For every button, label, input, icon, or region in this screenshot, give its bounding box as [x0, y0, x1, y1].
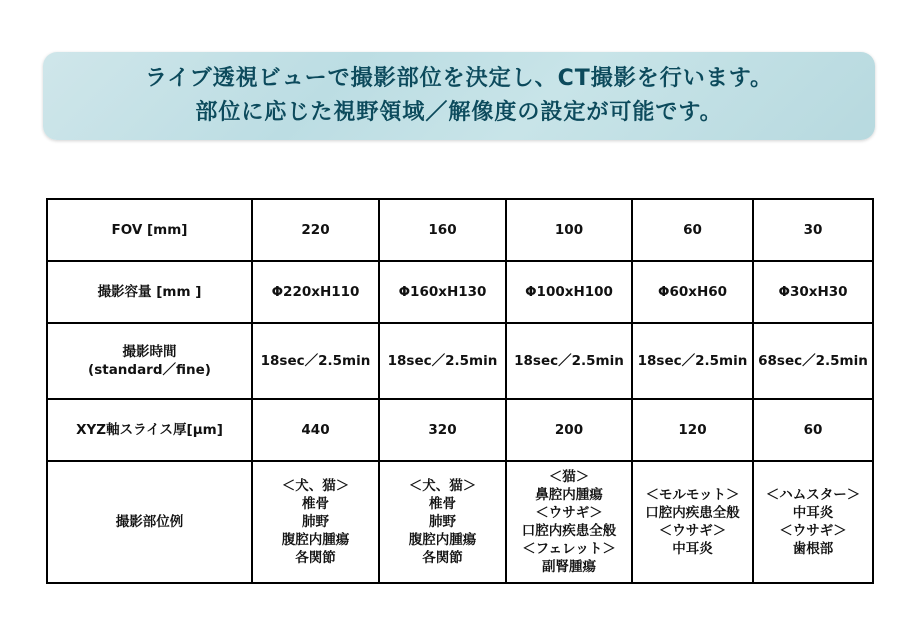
table-cell: Φ30xH30 [753, 261, 873, 323]
header-banner [43, 52, 875, 140]
table-cell-examples [753, 461, 873, 583]
example-line: 副腎腫瘍 [542, 559, 596, 575]
table-cell: 68sec／2.5min [753, 323, 873, 399]
example-line: ＜ウサギ＞ [658, 523, 727, 539]
table-cell: 120 [632, 399, 753, 461]
example-line: 鼻腔内腫瘍 [535, 487, 603, 503]
example-line: 腹腔内腫瘍 [408, 532, 477, 548]
table-cell: Φ160xH130 [379, 261, 506, 323]
row-label-slice: XYZ軸スライス厚[μm] [47, 399, 252, 461]
table-cell-examples [252, 461, 379, 583]
table-cell-examples [379, 461, 506, 583]
table-cell: Φ220xH110 [252, 261, 379, 323]
example-line: 各関節 [295, 550, 336, 566]
table-row-examples [47, 461, 873, 583]
row-label-capacity: 撮影容量 [mm ] [47, 261, 252, 323]
row-label-time-line-2: (standard／fine) [88, 362, 211, 378]
example-line: 肺野 [302, 514, 329, 530]
table-cell: 200 [506, 399, 632, 461]
example-line: ＜犬、猫＞ [408, 478, 477, 494]
table-cell: 18sec／2.5min [252, 323, 379, 399]
example-line: 口腔内疾患全般 [645, 505, 740, 521]
example-line: ＜犬、猫＞ [281, 478, 350, 494]
example-line: ＜フェレット＞ [522, 541, 616, 557]
table-row-time [47, 323, 873, 399]
example-line: 中耳炎 [792, 505, 834, 521]
example-line: 口腔内疾患全般 [521, 523, 617, 539]
example-line: 歯根部 [792, 541, 834, 557]
spec-table [46, 198, 874, 584]
table-cell: 60 [753, 399, 873, 461]
table-cell: 18sec／2.5min [379, 323, 506, 399]
row-label-time [47, 323, 252, 399]
example-line: ＜モルモット＞ [645, 487, 740, 503]
banner-line-2: 部位に応じた視野領域／解像度の設定が可能です。 [195, 100, 723, 125]
table-cell: 160 [379, 199, 506, 261]
row-label-examples: 撮影部位例 [47, 461, 252, 583]
table-cell: 100 [506, 199, 632, 261]
example-line: ＜ウサギ＞ [535, 505, 603, 521]
table-cell: 18sec／2.5min [506, 323, 632, 399]
example-line: 腹腔内腫瘍 [281, 532, 350, 548]
row-label-time-line-1: 撮影時間 [122, 344, 177, 360]
table-cell: 440 [252, 399, 379, 461]
table-row-capacity [47, 261, 873, 323]
example-line: ＜ウサギ＞ [779, 523, 847, 539]
example-line: ＜猫＞ [548, 469, 590, 485]
table-row-fov [47, 199, 873, 261]
table-cell: Φ100xH100 [506, 261, 632, 323]
table-cell: Φ60xH60 [632, 261, 753, 323]
table-cell: 18sec／2.5min [632, 323, 753, 399]
row-label-fov: FOV [mm] [47, 199, 252, 261]
banner-line-1: ライブ透視ビューで撮影部位を決定し、CT撮影を行います。 [144, 66, 774, 91]
table-cell: 320 [379, 399, 506, 461]
example-line: 各関節 [422, 550, 463, 566]
example-line: 椎骨 [429, 496, 456, 512]
table-cell-examples [632, 461, 753, 583]
example-line: 椎骨 [302, 496, 329, 512]
table-cell-examples [506, 461, 632, 583]
table-cell: 30 [753, 199, 873, 261]
example-line: ＜ハムスター＞ [765, 487, 861, 503]
example-line: 中耳炎 [672, 541, 713, 557]
table-cell: 220 [252, 199, 379, 261]
table-cell: 60 [632, 199, 753, 261]
table-row-slice [47, 399, 873, 461]
example-line: 肺野 [429, 514, 456, 530]
